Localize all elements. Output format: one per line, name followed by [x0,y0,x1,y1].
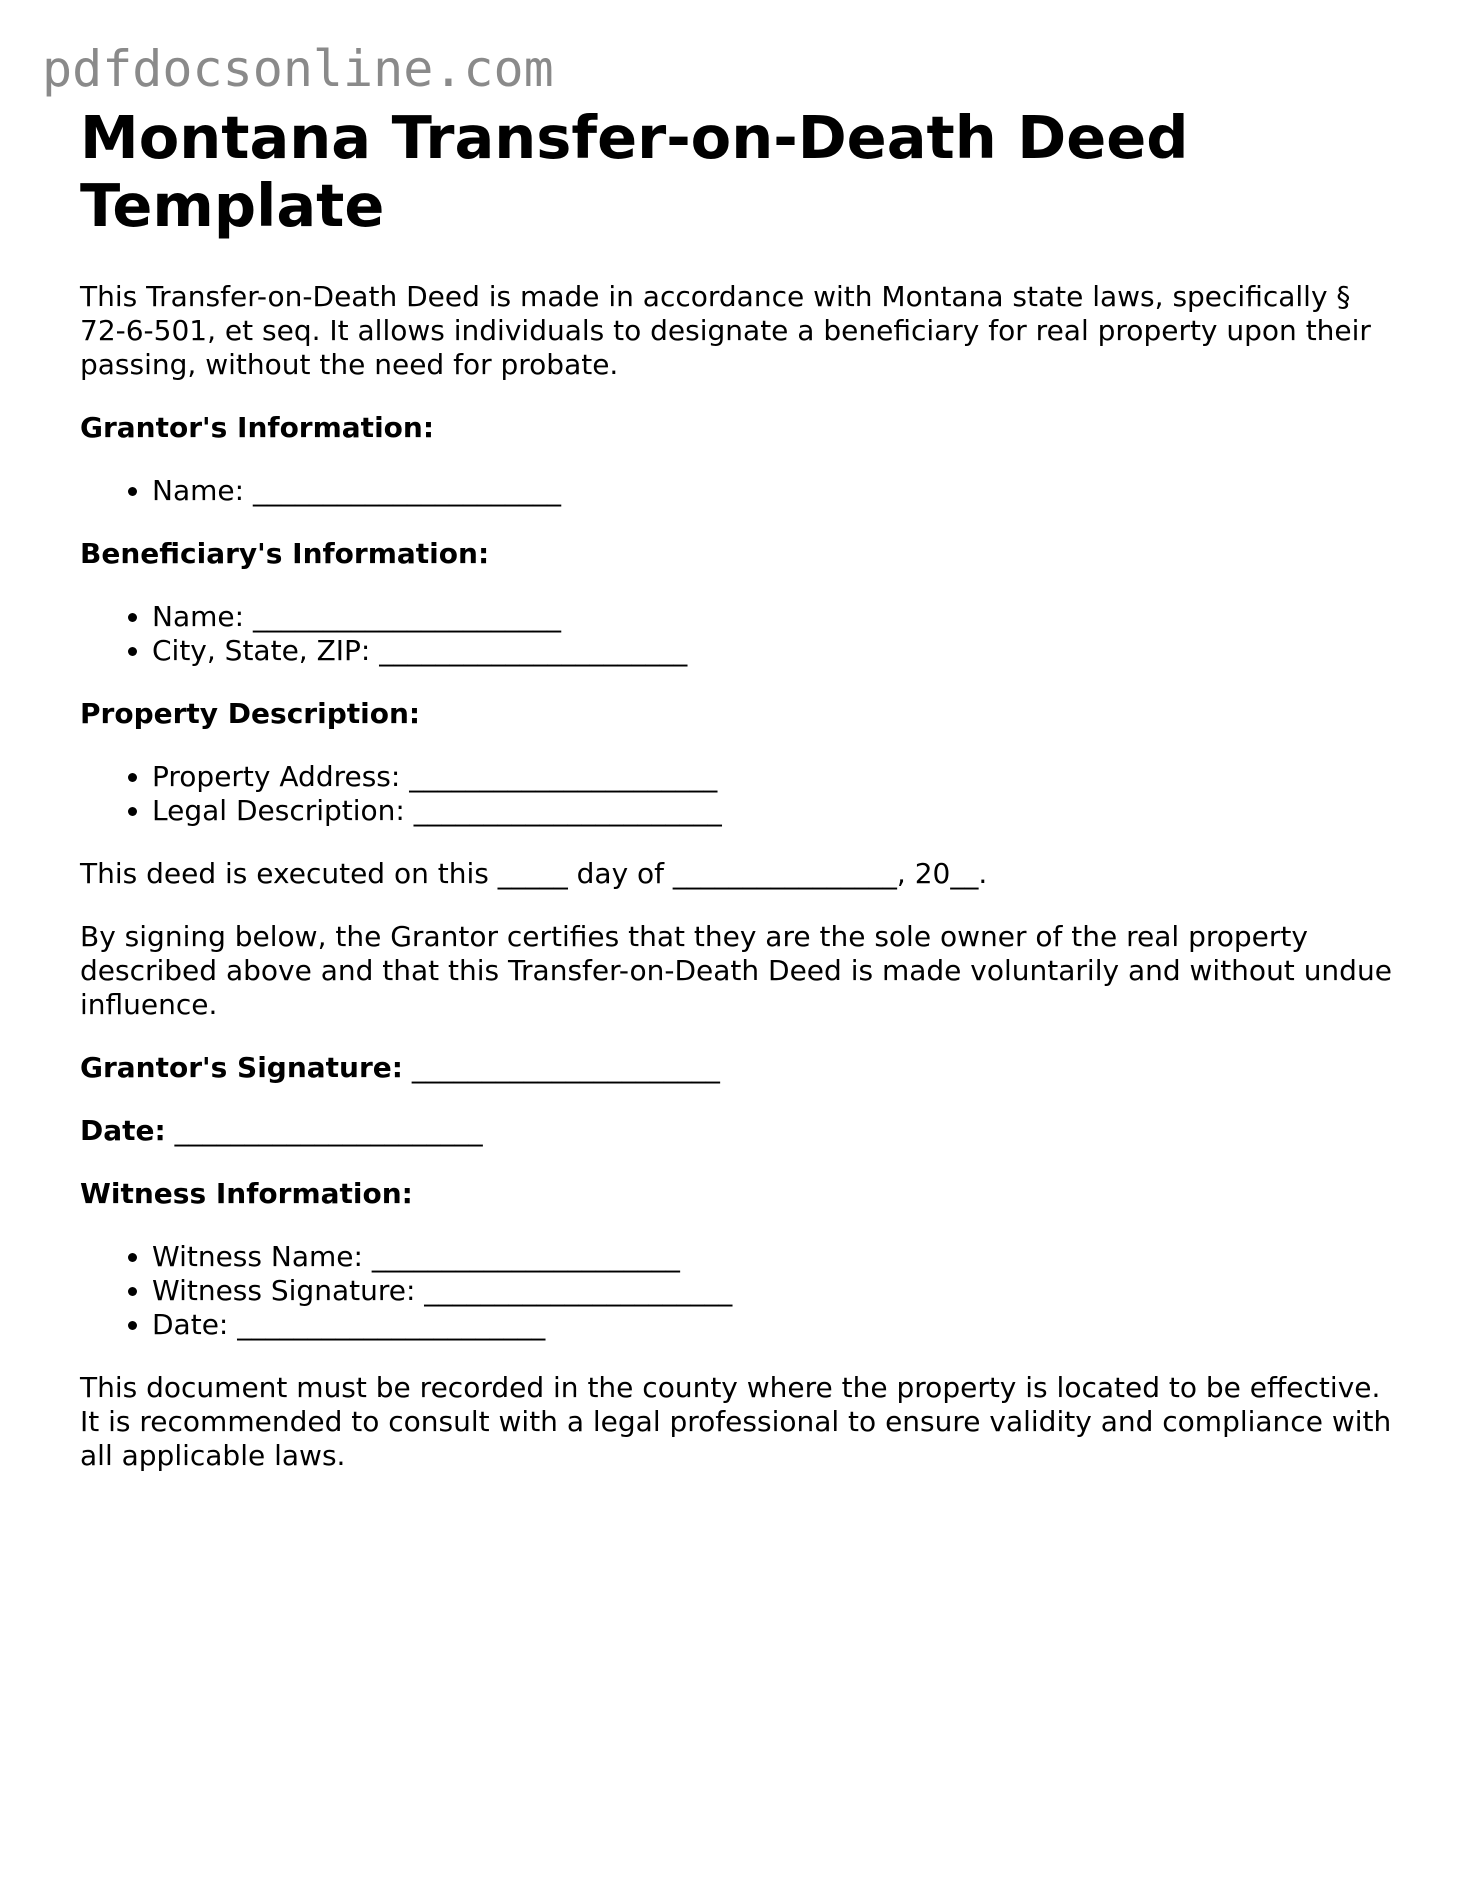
grantor-heading: Grantor's Information: [80,411,435,444]
grantor-name-field: • Name: ______________________ [152,474,1400,508]
watermark-text: pdfdocsonline.com [42,40,554,98]
witness-name-field: • Witness Name: ______________________ [152,1240,1400,1274]
execution-date-line: This deed is executed on this _____ day of ________________, 20__. [80,857,988,890]
recording-notice-paragraph: This document must be recorded in the county where the property is located to be effective. It is recommended to consult with a legal professional to ensure validity and compliance with all applicable laws. [80,1371,1392,1472]
legal-description-field: • Legal Description: ______________________ [152,794,1400,828]
beneficiary-city-state-zip-field: • City, State, ZIP: ______________________ [152,634,1400,668]
beneficiary-name-field: • Name: ______________________ [152,600,1400,634]
property-list [80,760,1400,828]
witness-heading: Witness Information: [80,1177,413,1210]
certification-paragraph: By signing below, the Grantor certifies that they are the sole owner of the real property described above and that this Transfer-on-Death Deed is made voluntarily and without undue influence. [80,920,1392,1021]
date-blank: ______________________ [165,1114,483,1147]
grantor-signature-line [80,1051,1400,1085]
grantor-signature-blank: ______________________ [402,1051,720,1084]
document-page [80,104,1400,1502]
witness-signature-field: • Witness Signature: ______________________ [152,1274,1400,1308]
beneficiary-heading: Beneficiary's Information: [80,537,490,570]
property-heading: Property Description: [80,697,421,730]
date-label: Date: [80,1114,166,1147]
document-title: Montana Transfer-on-Death Deed Template [80,103,1189,240]
grantor-signature-label: Grantor's Signature: [80,1051,403,1084]
beneficiary-list [80,600,1400,668]
witness-list [80,1240,1400,1342]
property-address-field: • Property Address: ______________________ [152,760,1400,794]
witness-date-field: • Date: ______________________ [152,1308,1400,1342]
date-line [80,1114,1400,1148]
intro-paragraph: This Transfer-on-Death Deed is made in accordance with Montana state laws, specifically § 72-6-501, et seq. It allows individuals to designate a beneficiary for real property upon their passing, without the need for probate. [80,280,1371,381]
grantor-list [80,474,1400,508]
